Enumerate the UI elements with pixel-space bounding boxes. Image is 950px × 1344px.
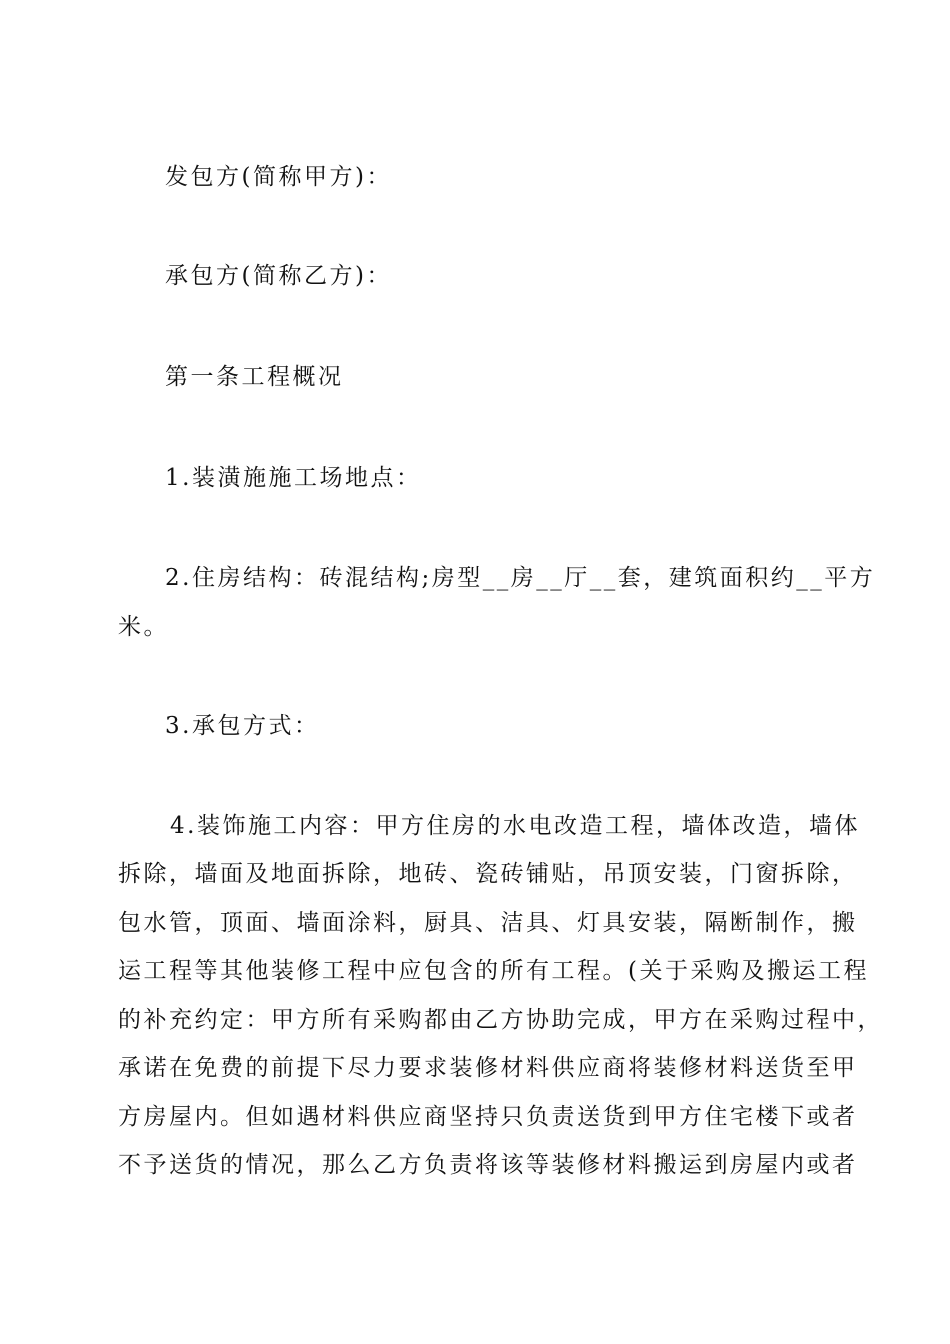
item-4-line: 拆除，墙面及地面拆除，地砖、瓷砖铺贴，吊顶安装，门窗拆除， [118, 861, 858, 887]
item-2-continuation: 米。 [118, 614, 169, 640]
item-4-line: 运工程等其他装修工程中应包含的所有工程。(关于采购及搬运工程 [118, 958, 869, 984]
item-2-housing-structure: 2.住房结构：砖混结构;房型__房__厅__套，建筑面积约__平方 [165, 565, 876, 591]
item-1-site-location: 1.装潢施施工场地点： [165, 465, 422, 491]
item-4-line: 承诺在免费的前提下尽力要求装修材料供应商将装修材料送货至甲 [118, 1055, 858, 1081]
item-4-line: 包水管，顶面、墙面涂料，厨具、洁具、灯具安装，隔断制作，搬 [118, 910, 858, 936]
item-4-line: 不予送货的情况，那么乙方负责将该等装修材料搬运到房屋内或者 [118, 1152, 858, 1178]
party-b-line: 承包方(简称乙方)： [165, 263, 392, 289]
item-4-line: 方房屋内。但如遇材料供应商坚持只负责送货到甲方住宅楼下或者 [118, 1104, 858, 1130]
item-3-contract-method: 3.承包方式： [165, 713, 320, 739]
item-4-line: 的补充约定：甲方所有采购都由乙方协助完成，甲方在采购过程中， [118, 1007, 883, 1033]
article-1-title: 第一条工程概况 [165, 364, 344, 390]
party-a-line: 发包方(简称甲方)： [165, 164, 392, 190]
item-4-line: 4.装饰施工内容：甲方住房的水电改造工程，墙体改造，墙体 [170, 813, 860, 839]
